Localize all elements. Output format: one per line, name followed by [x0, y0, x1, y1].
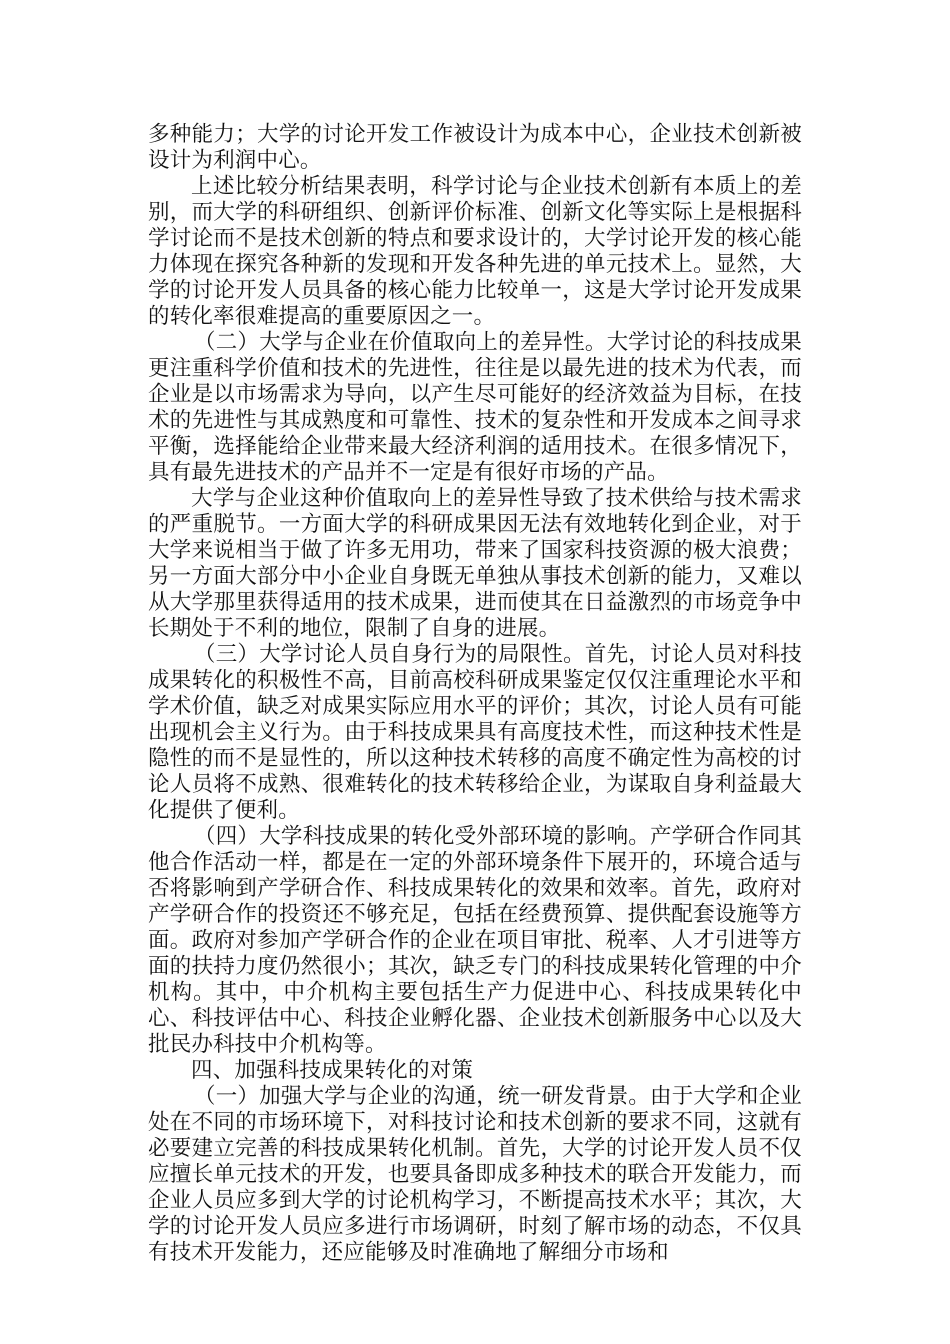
document-body — [148, 122, 802, 1266]
paragraph-comparison-result: 上述比较分析结果表明，科学讨论与企业技术创新有本质上的差别，而大学的科研组织、创新评价标准、创新文化等实际上是根据科学讨论而不是技术创新的特点和要求设计的，大学讨论开发的核心能力体现在探究各种新的发现和开发各种先进的单元技术上。显然，大学的讨论开发人员具备的核心能力比较单一，这是大学讨论开发成果的转化率很难提高的重要原因之一。 — [148, 174, 802, 329]
section-heading-countermeasures: 四、加强科技成果转化的对策 — [191, 1058, 474, 1083]
paragraph-value-gap: 大学与企业这种价值取向上的差异性导致了技术供给与技术需求的严重脱节。一方面大学的科研成果因无法有效地转化到企业，对于大学来说相当于做了许多无用功，带来了国家科技资源的极大浪费；另一方面大部分中小企业自身既无单独从事技术创新的能力，又难以从大学那里获得适用的技术成果，进而使其在日益激烈的市场竞争中长期处于不利的地位，限制了自身的进展。 — [148, 486, 802, 641]
paragraph-section-2: （二）大学与企业在价值取向上的差异性。大学讨论的科技成果更注重科学价值和技术的先进性，往往是以最先进的技术为代表，而企业是以市场需求为导向，以产生尽可能好的经济效益为目标，在技术的先进性与其成熟度和可靠性、技术的复杂性和开发成本之间寻求平衡，选择能给企业带来最大经济利润的适用技术。在很多情况下，具有最先进技术的产品并不一定是有很好市场的产品。 — [148, 330, 802, 485]
paragraph-countermeasure-1: （一）加强大学与企业的沟通，统一研发背景。由于大学和企业处在不同的市场环境下，对科技讨论和技术创新的要求不同，这就有必要建立完善的科技成果转化机制。首先，大学的讨论开发人员不仅应擅长单元技术的开发，也要具备即成多种技术的联合开发能力，而企业人员应多到大学的讨论机构学习，不断提高技术水平；其次，大学的讨论开发人员应多进行市场调研，时刻了解市场的动态，不仅具有技术开发能力，还应能够及时准确地了解细分市场和 — [148, 1084, 802, 1265]
paragraph-section-4: （四）大学科技成果的转化受外部环境的影响。产学研合作同其他合作活动一样，都是在一定的外部环境条件下展开的，环境合适与否将影响到产学研合作、科技成果转化的效果和效率。首先，政府对产学研合作的投资还不够充足，包括在经费预算、提供配套设施等方面。政府对参加产学研合作的企业在项目审批、税率、人才引进等方面的扶持力度仍然很小；其次，缺乏专门的科技成果转化管理的中介机构。其中，中介机构主要包括生产力促进中心、科技成果转化中心、科技评估中心、科技企业孵化器、企业技术创新服务中心以及大批民办科技中介机构等。 — [148, 824, 802, 1057]
paragraph-section-3: （三）大学讨论人员自身行为的局限性。首先，讨论人员对科技成果转化的积极性不高，目前高校科研成果鉴定仅仅注重理论水平和学术价值，缺乏对成果实际应用水平的评价；其次，讨论人员有可能出现机会主义行为。由于科技成果具有高度技术性，而这种技术性是隐性的而不是显性的，所以这种技术转移的高度不确定性为高校的讨论人员将不成熟、很难转化的技术转移给企业，为谋取自身利益最大化提供了便利。 — [148, 642, 802, 823]
paragraph-continuation: 多种能力；大学的讨论开发工作被设计为成本中心，企业技术创新被设计为利润中心。 — [148, 122, 802, 173]
